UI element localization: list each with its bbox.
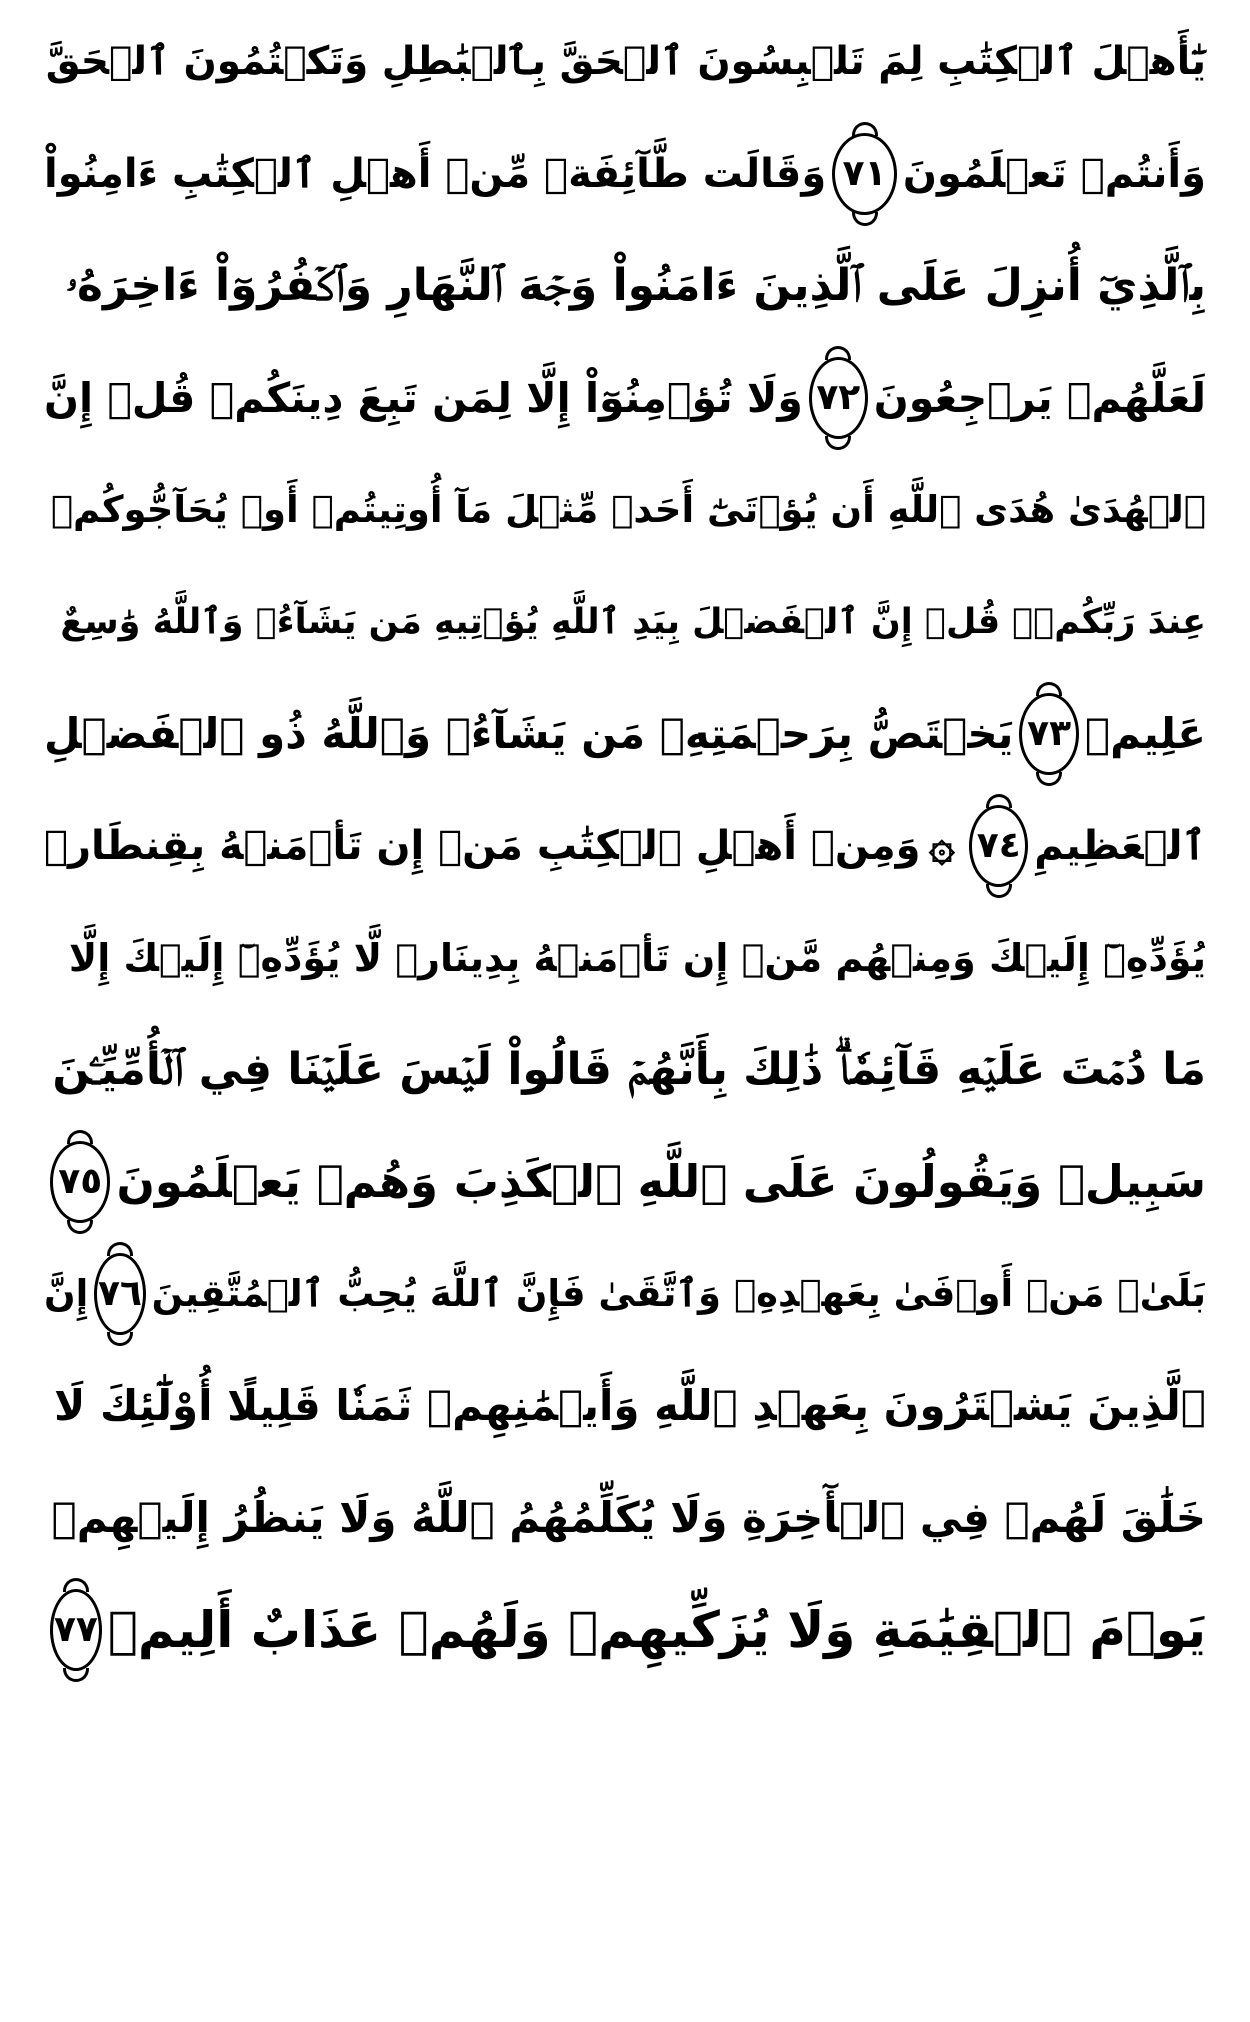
verse-line [44,230,1206,342]
verse-text: وَأَنتُمۡ تَعۡلَمُونَ [902,151,1206,197]
verse-line [44,118,1206,230]
ayah-number-marker: ٧٢ [809,357,868,439]
verse-line [44,454,1206,566]
verse-text: وَقَالَت طَّآئِفَةٞ مِّنۡ أَهۡلِ ٱلۡكِتَٰبِ ءَامِنُواْ [44,151,827,197]
verse-line [44,790,1206,902]
ayah-number-marker: ٧٥ [50,1141,110,1223]
verse-text: يُؤَدِّهِۦٓ إِلَيۡكَ وَمِنۡهُم مَّنۡ إِن تَأۡمَنۡهُ بِدِينَارٖ لَّا يُؤَدِّهِۦٓ إِلَيۡكَ إِلَّا [68,936,1206,980]
verse-text: عَلِيمٞ [1084,709,1206,758]
verse-text: إِنَّ [44,1272,89,1315]
verse-line [44,1126,1206,1238]
verse-text: سَبِيلٞ وَيَقُولُونَ عَلَى ٱللَّهِ ٱلۡكَذِبَ وَهُمۡ يَعۡلَمُونَ [116,1155,1206,1208]
verse-line [44,6,1206,118]
verse-text: يَخۡتَصُّ بِرَحۡمَتِهِۦ مَن يَشَآءُۗ وَٱللَّهُ ذُو ٱلۡفَضۡلِ [44,709,1014,758]
verse-line [44,1462,1206,1574]
verse-text: لَعَلَّهُمۡ يَرۡجِعُونَ [873,374,1206,422]
ayah-number-marker: ٧٣ [1019,693,1079,775]
verse-line [44,678,1206,790]
ayah-number-marker: ٧١ [832,133,897,215]
verse-line [44,902,1206,1014]
verse-text: ٱلۡعَظِيمِ [1034,823,1206,869]
ayah-number-marker: ٧٤ [969,805,1028,887]
verse-line [44,1574,1206,1686]
verse-line [44,1238,1206,1350]
verse-text: وَمِنۡ أَهۡلِ ٱلۡكِتَٰبِ مَنۡ إِن تَأۡمَنۡهُ بِقِنطَارٖ [44,823,921,869]
hizb-quarter-icon: ۞ [928,820,955,871]
ayah-number-marker: ٧٦ [94,1253,145,1335]
verse-text: ٱلۡهُدَىٰ هُدَى ٱللَّهِ أَن يُؤۡتَىٰٓ أَحَدٞ مِّثۡلَ مَآ أُوتِيتُمۡ أَوۡ يُحَآجُّوكُمۡ [50,488,1206,531]
verse-line [44,342,1206,454]
verse-text: مَا دُمۡتَ عَلَيۡهِ قَآئِمٗاۗ ذَٰلِكَ بِأَنَّهُمۡ قَالُواْ لَيۡسَ عَلَيۡنَا فِي ٱلۡأُمِّيِّـۧنَ [52,1044,1206,1095]
verse-text: عِندَ رَبِّكُمۡۗ قُلۡ إِنَّ ٱلۡفَضۡلَ بِيَدِ ٱللَّهِ يُؤۡتِيهِ مَن يَشَآءُۗ وَٱللَّهُ وَٰسِعٌ [60,602,1206,642]
verse-text: وَلَا تُؤۡمِنُوٓاْ إِلَّا لِمَن تَبِعَ دِينَكُمۡ قُلۡ إِنَّ [44,374,803,422]
verse-line [44,1014,1206,1126]
verse-line [44,1350,1206,1462]
verse-text: بَلَىٰۚ مَنۡ أَوۡفَىٰ بِعَهۡدِهِۦ وَٱتَّقَىٰ فَإِنَّ ٱللَّهَ يُحِبُّ ٱلۡمُتَّقِينَ [151,1272,1206,1315]
verse-text: خَلَٰقَ لَهُمۡ فِي ٱلۡأٓخِرَةِ وَلَا يُكَلِّمُهُمُ ٱللَّهُ وَلَا يَنظُرُ إِلَيۡهِمۡ [51,1493,1206,1542]
ayah-number-marker: ٧٧ [50,1589,102,1671]
verse-text: يَوۡمَ ٱلۡقِيَٰمَةِ وَلَا يُزَكِّيهِمۡ وَلَهُمۡ عَذَابٌ أَلِيمٞ [107,1601,1206,1659]
verse-line [44,566,1206,678]
verse-text: ٱلَّذِينَ يَشۡتَرُونَ بِعَهۡدِ ٱللَّهِ وَأَيۡمَٰنِهِمۡ ثَمَنٗا قَلِيلًا أُوْلَٰٓئِكَ لَا [54,1381,1206,1430]
verse-text: يَٰٓأَهۡلَ ٱلۡكِتَٰبِ لِمَ تَلۡبِسُونَ ٱلۡحَقَّ بِٱلۡبَٰطِلِ وَتَكۡتُمُونَ ٱلۡحَقَّ [45,39,1206,84]
verse-text: بِٱلَّذِيٓ أُنزِلَ عَلَى ٱلَّذِينَ ءَامَنُواْ وَجۡهَ ٱلنَّهَارِ وَٱكۡفُرُوٓاْ ءَاخِرَهُۥ [66,260,1206,311]
